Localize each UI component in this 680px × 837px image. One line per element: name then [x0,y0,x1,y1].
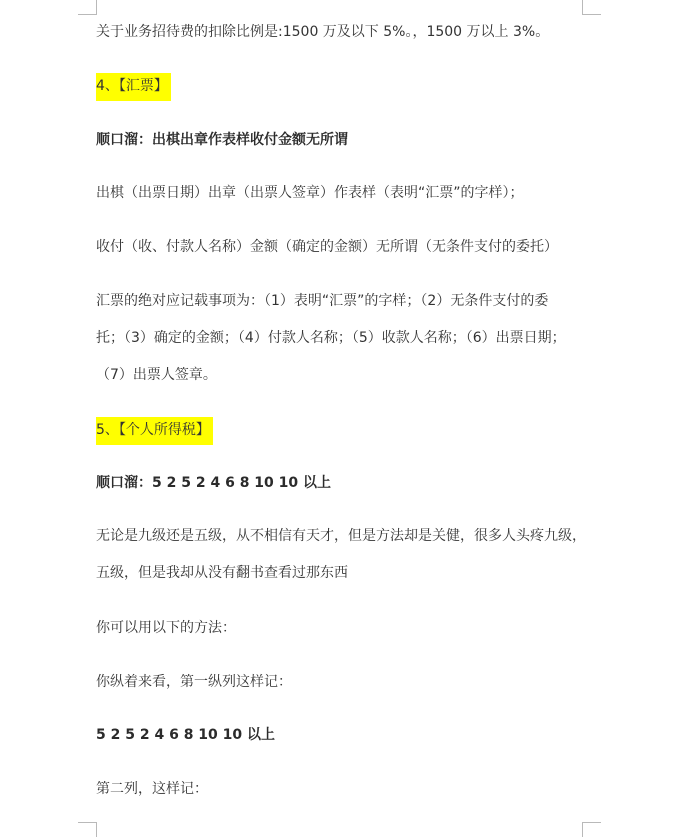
mandatory-items-line-3: （7）出票人签章。 [96,367,217,383]
rhyme-income-tax: 顺口溜：5 2 5 2 4 6 8 10 10 以上 [96,475,332,491]
explanation-line-2: 收付（收、付款人名称）金额（确定的金额）无所谓（无条件支付的委托） [96,239,558,255]
paragraph-levels-line-2: 五级，但是我却从没有翻书查看过那东西 [96,565,348,581]
mandatory-items-line-1: 汇票的绝对应记载事项为：（1）表明“汇票”的字样；（2）无条件支付的委 [96,293,549,309]
paragraph-method: 你可以用以下的方法： [96,620,236,636]
paragraph-deduction-ratio: 关于业务招待费的扣除比例是:1500 万及以下 5%。，1500 万以上 3%。 [96,24,550,40]
page-corner-bottom-left [78,822,97,837]
sequence-line: 5 2 5 2 4 6 8 10 10 以上 [96,727,276,743]
heading-income-tax: 5、【个人所得税】 [96,417,213,445]
paragraph-first-column: 你纵着来看，第一纵列这样记： [96,674,292,690]
paragraph-levels-line-1: 无论是九级还是五级，从不相信有天才，但是方法却是关健，很多人头疼九级， [96,528,586,544]
page-corner-top-right [582,0,601,15]
mandatory-items-line-2: 托；（3）确定的金额；（4）付款人名称；（5）收款人名称；（6）出票日期； [96,330,566,346]
heading-income-tax-line [96,417,213,437]
explanation-line-1: 出棋（出票日期）出章（出票人签章）作表样（表明“汇票”的字样）； [96,185,524,201]
heading-huipiao: 4、【汇票】 [96,73,171,101]
rhyme-huipiao: 顺口溜：出棋出章作表样收付金额无所谓 [96,132,348,148]
page-corner-bottom-right [582,822,601,837]
page-corner-top-left [78,0,97,15]
heading-huipiao-line [96,73,171,93]
paragraph-second-column: 第二列，这样记： [96,781,208,797]
